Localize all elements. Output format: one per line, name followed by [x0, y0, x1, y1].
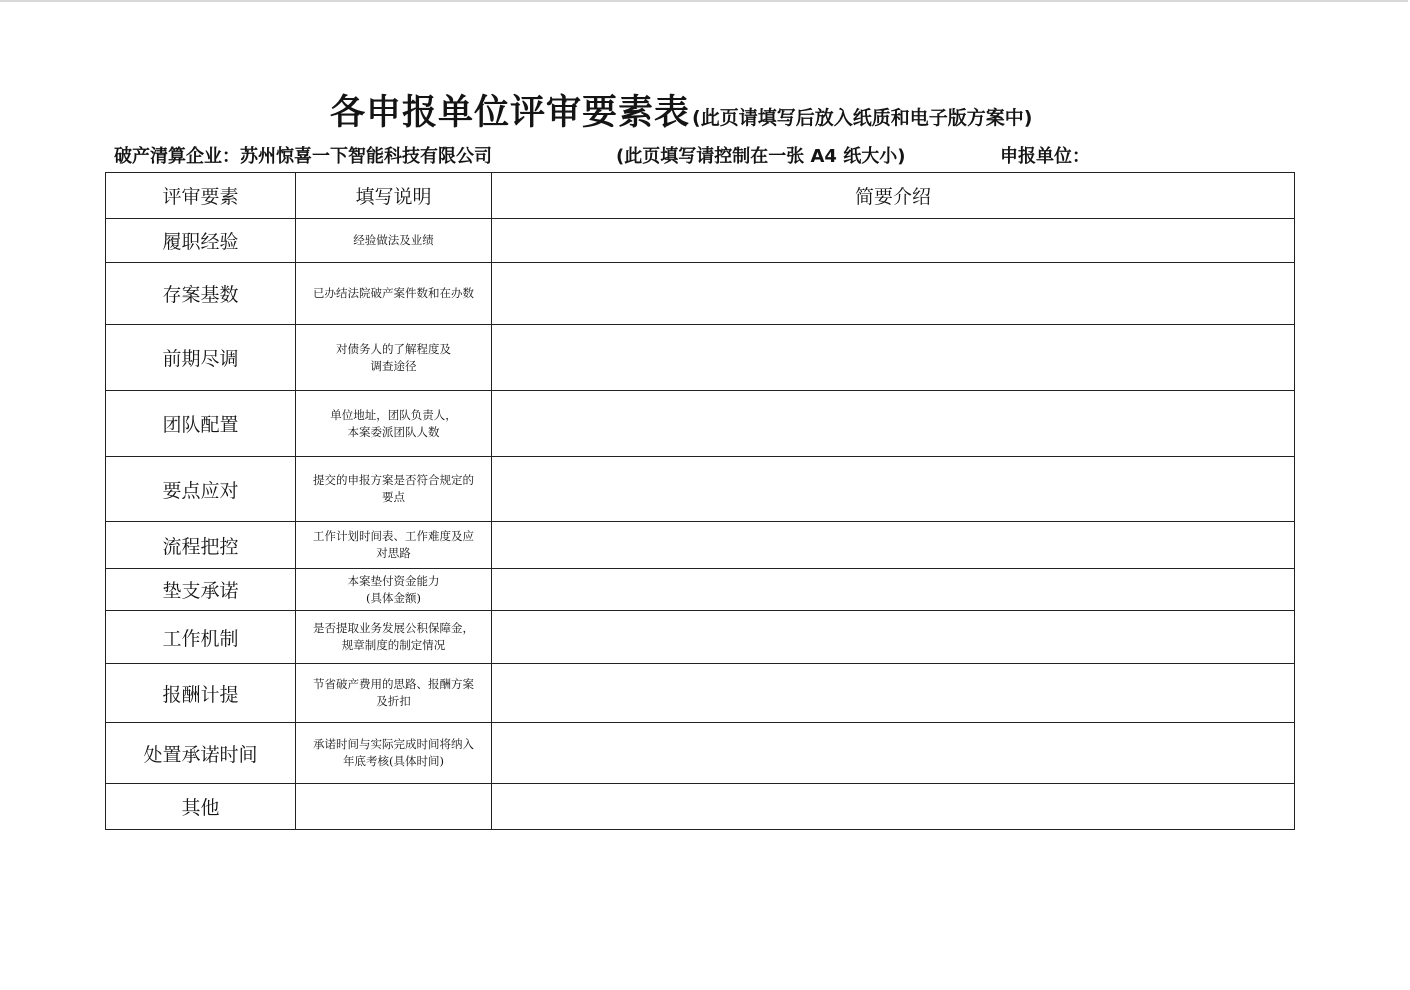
- table-body: [106, 219, 1295, 830]
- instruction-cell: 单位地址，团队负责人， 本案委派团队人数: [296, 391, 492, 457]
- table-row: [106, 611, 1295, 664]
- review-element-cell: 垫支承诺: [106, 569, 296, 611]
- table-row: [106, 457, 1295, 522]
- brief-intro-cell[interactable]: [492, 263, 1295, 325]
- title-note: (此页请填写后放入纸质和电子版方案中): [692, 107, 1033, 129]
- instruction-cell: 是否提取业务发展公积保障金， 规章制度的制定情况: [296, 611, 492, 664]
- table-header-row: [106, 173, 1295, 219]
- brief-intro-cell[interactable]: [492, 325, 1295, 391]
- table-row: [106, 569, 1295, 611]
- review-element-cell: 履职经验: [106, 219, 296, 263]
- brief-intro-cell[interactable]: [492, 611, 1295, 664]
- instruction-cell: [296, 784, 492, 830]
- instruction-cell: 已办结法院破产案件数和在办数: [296, 263, 492, 325]
- applicant-label: 申报单位：: [1000, 146, 1090, 167]
- table-row: [106, 723, 1295, 784]
- review-element-cell: 处置承诺时间: [106, 723, 296, 784]
- header-fill-instruction: 填写说明: [296, 173, 492, 219]
- review-element-cell: 工作机制: [106, 611, 296, 664]
- table-row: [106, 664, 1295, 723]
- brief-intro-cell[interactable]: [492, 723, 1295, 784]
- table-row: [106, 263, 1295, 325]
- review-element-cell: 报酬计提: [106, 664, 296, 723]
- instruction-cell: 对债务人的了解程度及 调查途径: [296, 325, 492, 391]
- instruction-cell: 本案垫付资金能力 (具体金额): [296, 569, 492, 611]
- instruction-cell: 工作计划时间表、工作难度及应 对思路: [296, 522, 492, 569]
- review-element-cell: 团队配置: [106, 391, 296, 457]
- instruction-cell: 提交的申报方案是否符合规定的 要点: [296, 457, 492, 522]
- brief-intro-cell[interactable]: [492, 784, 1295, 830]
- review-elements-table: [105, 172, 1295, 830]
- review-element-cell: 流程把控: [106, 522, 296, 569]
- enterprise-name: 破产清算企业：苏州惊喜一下智能科技有限公司: [114, 146, 492, 167]
- review-element-cell: 前期尽调: [106, 325, 296, 391]
- size-note: (此页填写请控制在一张 A4 纸大小): [616, 146, 906, 167]
- table-row: [106, 391, 1295, 457]
- table-row: [106, 219, 1295, 263]
- header-brief-intro: 简要介绍: [492, 173, 1295, 219]
- brief-intro-cell[interactable]: [492, 569, 1295, 611]
- instruction-cell: 节省破产费用的思路、报酬方案 及折扣: [296, 664, 492, 723]
- table-row: [106, 784, 1295, 830]
- instruction-cell: 承诺时间与实际完成时间将纳入 年底考核(具体时间): [296, 723, 492, 784]
- title-line: [330, 93, 1033, 133]
- table-row: [106, 522, 1295, 569]
- brief-intro-cell[interactable]: [492, 391, 1295, 457]
- review-element-cell: 存案基数: [106, 263, 296, 325]
- instruction-cell: 经验做法及业绩: [296, 219, 492, 263]
- table-row: [106, 325, 1295, 391]
- page-title: 各申报单位评审要素表: [330, 93, 691, 133]
- brief-intro-cell[interactable]: [492, 457, 1295, 522]
- brief-intro-cell[interactable]: [492, 664, 1295, 723]
- page-top-edge: [0, 0, 1408, 2]
- review-element-cell: 要点应对: [106, 457, 296, 522]
- review-element-cell: 其他: [106, 784, 296, 830]
- brief-intro-cell[interactable]: [492, 522, 1295, 569]
- header-review-element: 评审要素: [106, 173, 296, 219]
- brief-intro-cell[interactable]: [492, 219, 1295, 263]
